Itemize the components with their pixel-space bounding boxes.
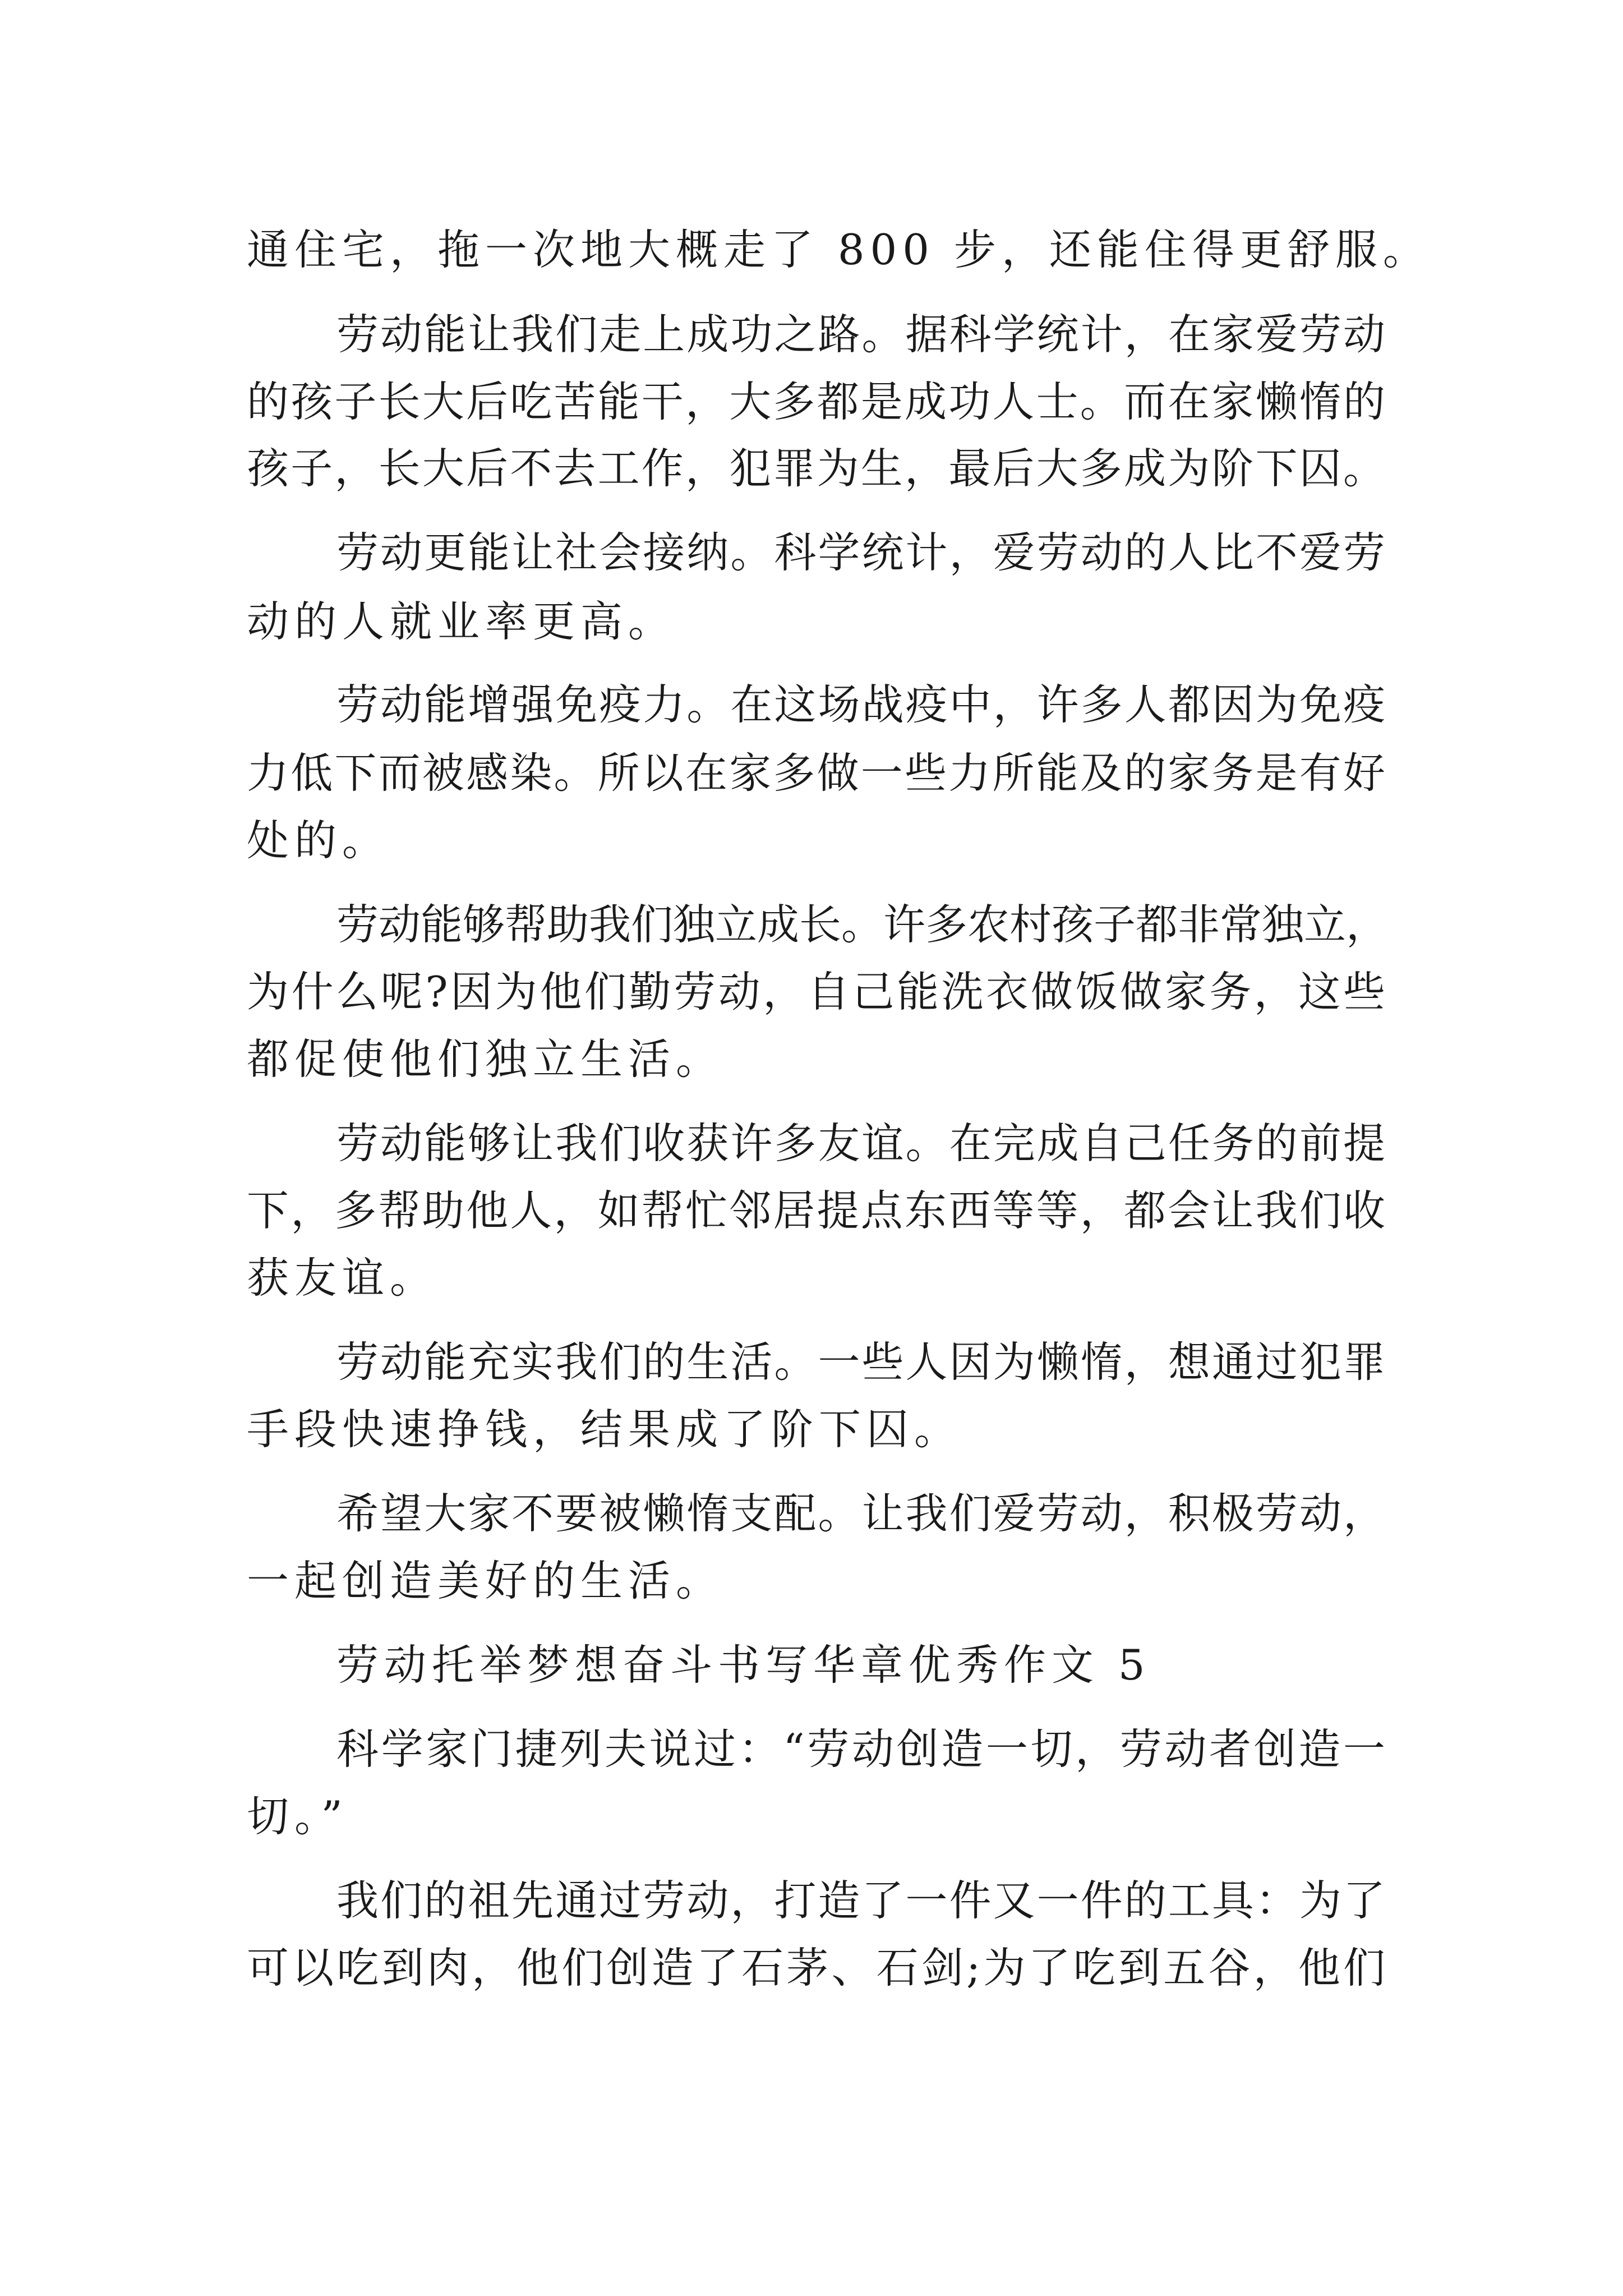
text-line: 力低下而被感染。所以在家多做一些力所能及的家务是有好 bbox=[247, 748, 1385, 798]
text-line: 获友谊。 bbox=[247, 1253, 438, 1303]
text-line: 都促使他们独立生活。 bbox=[247, 1034, 724, 1084]
paragraph-line: 劳动能增强免疫力。在这场战疫中，许多人都因为免疫 bbox=[336, 680, 1385, 729]
text-line: 下，多帮助他人，如帮忙邻居提点东西等等，都会让我们收 bbox=[247, 1186, 1385, 1235]
paragraph-line: 劳动能充实我们的生活。一些人因为懒惰，想通过犯罪 bbox=[336, 1337, 1385, 1387]
paragraph-line: 科学家门捷列夫说过：“劳动创造一切，劳动者创造一 bbox=[336, 1724, 1385, 1774]
text-line: 可以吃到肉，他们创造了石茅、石剑;为了吃到五谷，他们 bbox=[247, 1943, 1385, 1993]
paragraph-line: 劳动更能让社会接纳。科学统计，爱劳动的人比不爱劳 bbox=[336, 528, 1385, 577]
text-line: 手段快速挣钱，结果成了阶下囚。 bbox=[247, 1405, 962, 1454]
paragraph-line: 劳动能够帮助我们独立成长。许多农村孩子都非常独立， bbox=[336, 900, 1389, 949]
text-line: 通住宅，拖一次地大概走了 800 步，还能住得更舒服。 bbox=[247, 225, 1431, 274]
paragraph-line: 劳动能够让我们收获许多友谊。在完成自己任务的前提 bbox=[336, 1119, 1385, 1168]
text-line: 动的人就业率更高。 bbox=[247, 597, 676, 646]
text-line: 处的。 bbox=[247, 816, 390, 865]
paragraph-line: 劳动能让我们走上成功之路。据科学统计，在家爱劳动 bbox=[336, 310, 1385, 359]
essay-heading: 劳动托举梦想奋斗书写华章优秀作文 5 bbox=[336, 1640, 1151, 1690]
text-line: 为什么呢?因为他们勤劳动，自己能洗衣做饭做家务，这些 bbox=[247, 967, 1385, 1016]
paragraph-line: 我们的祖先通过劳动，打造了一件又一件的工具：为了 bbox=[336, 1876, 1385, 1925]
text-line: 孩子，长大后不去工作，犯罪为生，最后大多成为阶下囚。 bbox=[247, 444, 1385, 493]
paragraph-line: 希望大家不要被懒惰支配。让我们爱劳动，积极劳动， bbox=[336, 1489, 1385, 1538]
text-line: 一起创造美好的生活。 bbox=[247, 1556, 724, 1605]
text-line: 切。” bbox=[247, 1792, 348, 1841]
text-line: 的孩子长大后吃苦能干，大多都是成功人士。而在家懒惰的 bbox=[247, 377, 1385, 426]
